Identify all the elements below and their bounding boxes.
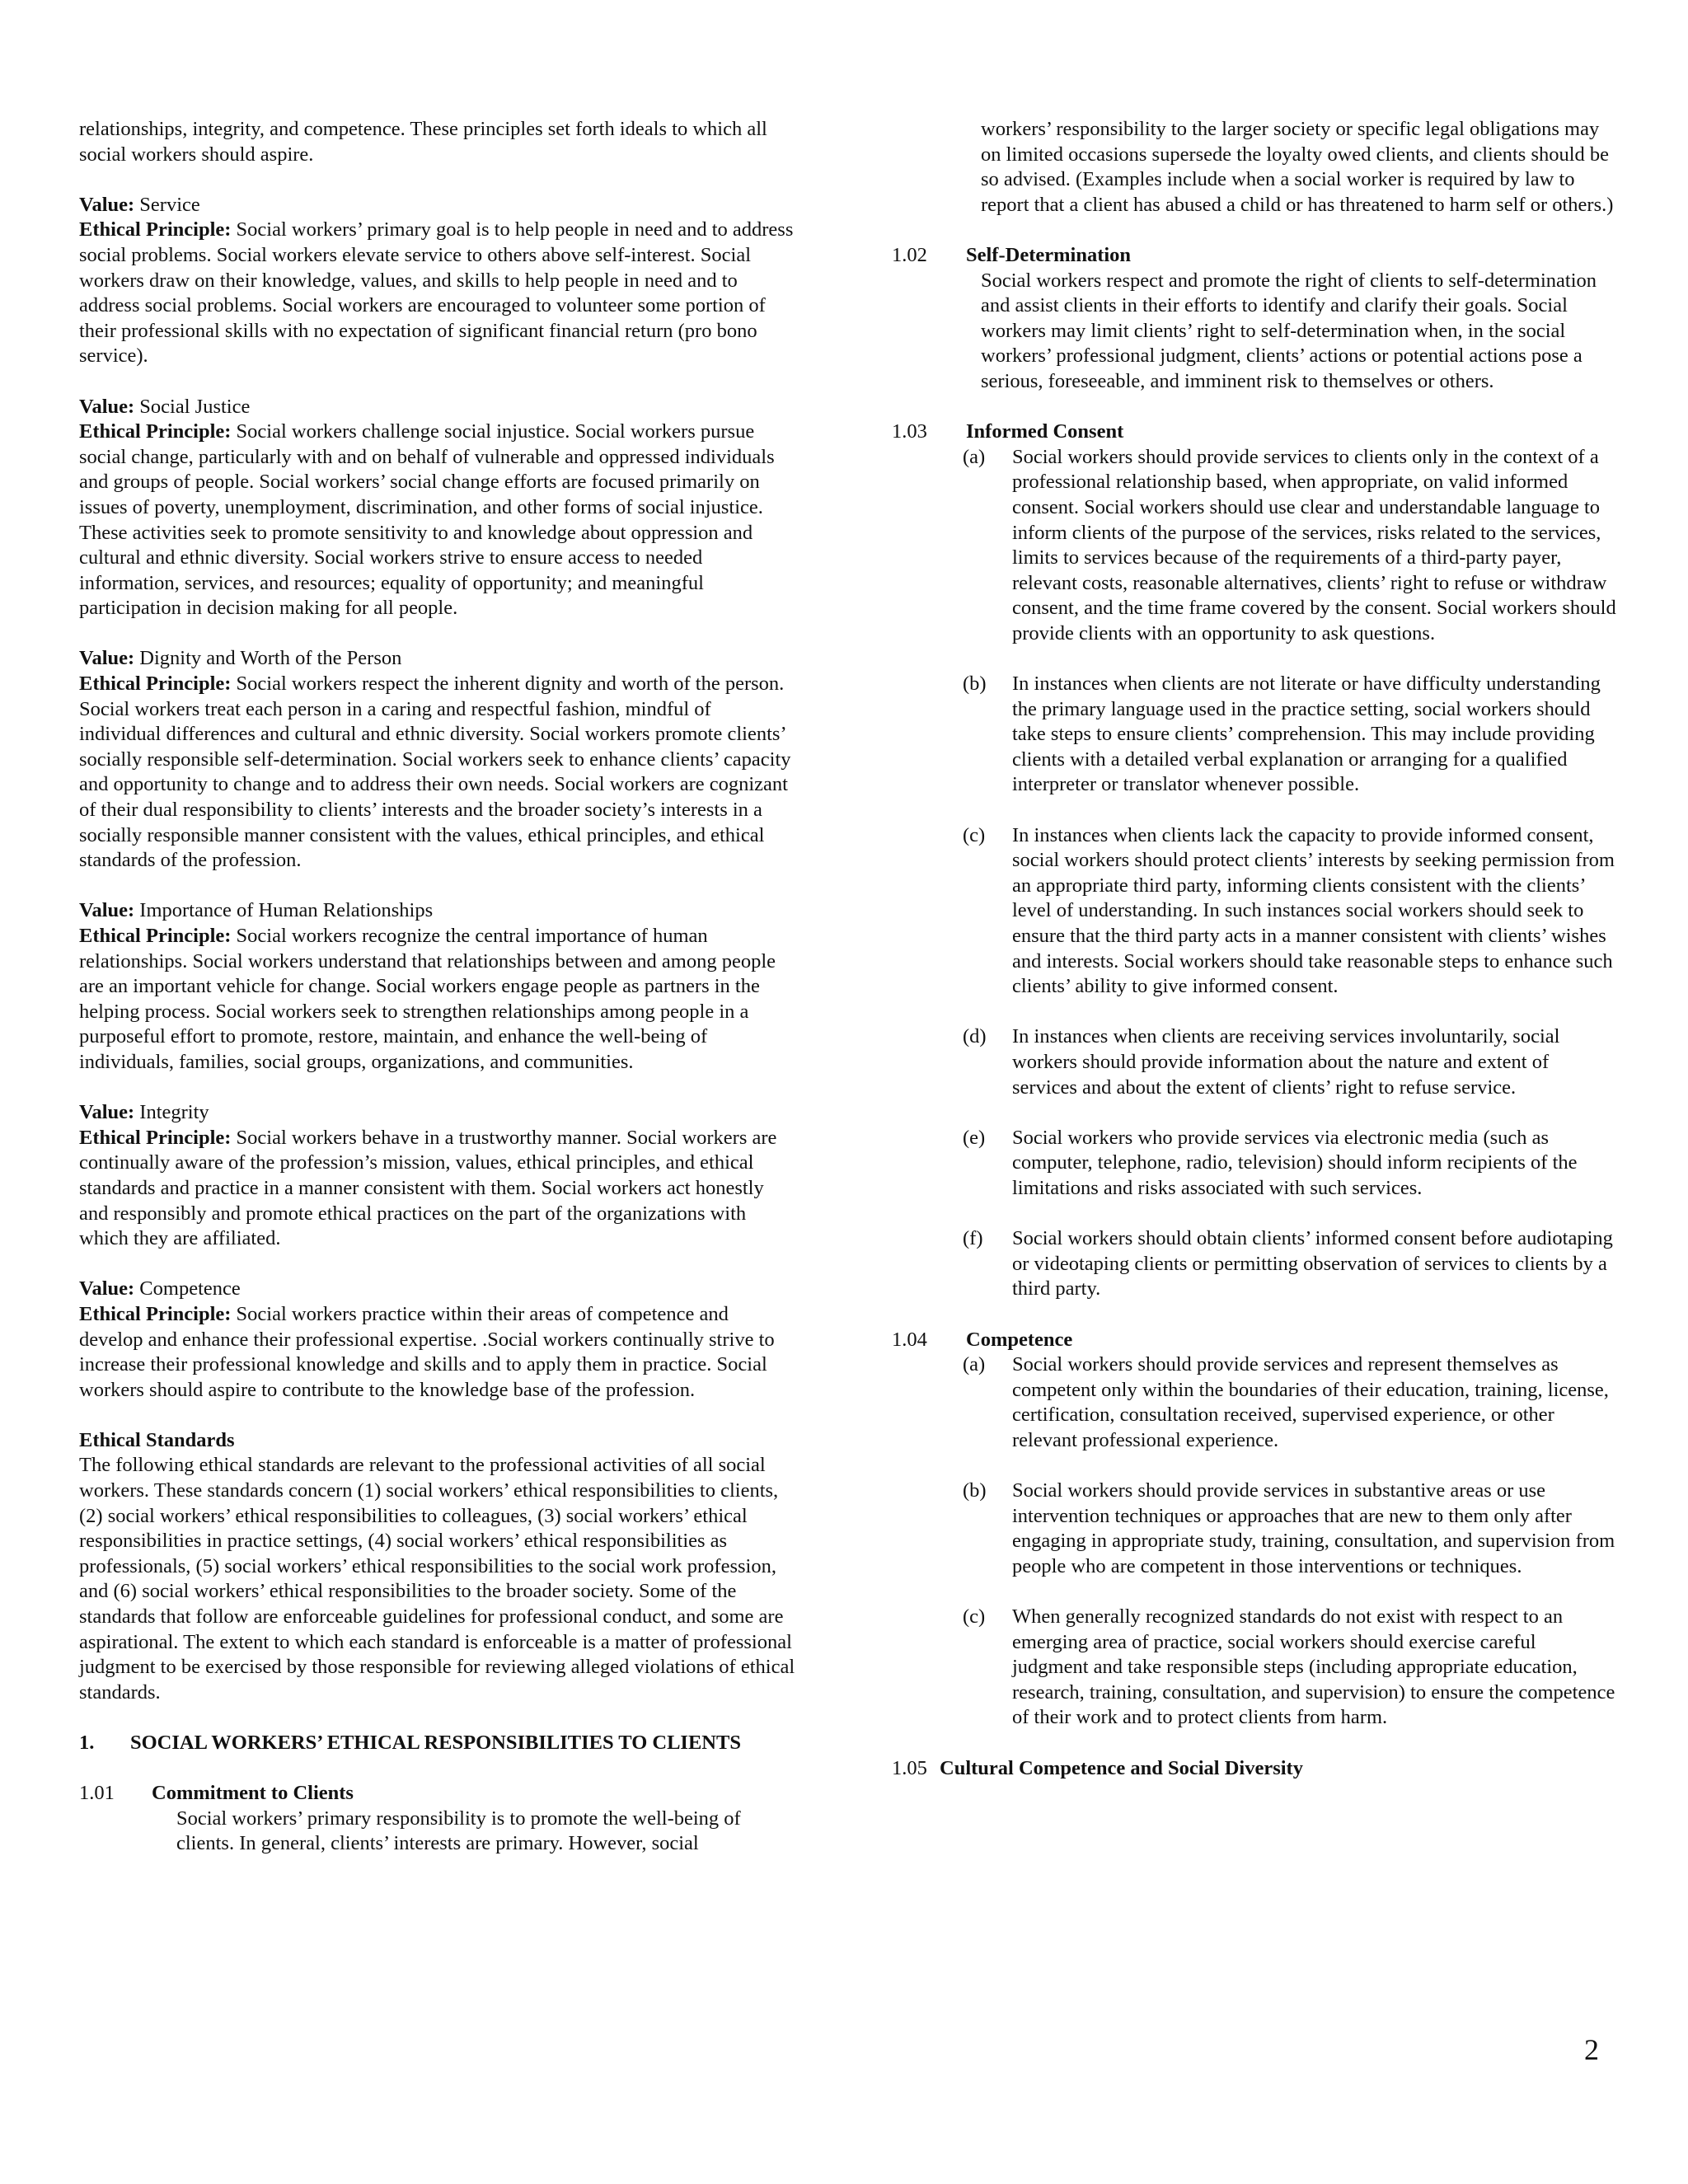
section-number: 1.05 (892, 1756, 927, 1779)
principle-text: Social workers challenge social injustice. Social workers pursue social change, particularly with and on behalf of vulnerable and oppressed individuals and groups of people. Social workers’ social change efforts are focused primarily on issues of poverty, unemployment, discrimination, and other forms of social injustice. These activities seek to promote sensitivity to and knowledge about oppression and cultural and ethnic diversity. Social workers strive to ensure access to needed information, services, and resources; equality of opportunity; and meaningful participation in decision making for all people. (79, 420, 775, 620)
value-dignity-worth: Value: Dignity and Worth of the Person Ethical Principle: Social workers respect the inherent dignity and worth of the person. Social workers treat each person in a caring and respectful fashion, mindful of individual differences and cultural and ethnic diversity. Social workers promote clients’ socially responsible self-determination. Social workers seek to enhance clients’ capacity and opportunity to change and to address their own needs. Social workers are cognizant of their dual responsibility to clients’ interests and the broader society’s interests in a socially responsible manner consistent with the values, ethical principles, and ethical standards of the profession. (79, 647, 791, 872)
value-name: Service (139, 193, 200, 216)
value-integrity: Value: Integrity Ethical Principle: Social workers behave in a trustworthy manner. Social workers are continually aware of the profession’s mission, values, ethical principles, and ethical standards and practice in a manner consistent with them. Social workers act honestly and responsibly and promote ethical practices on the part of the organizations with which they are affiliated. (79, 1101, 777, 1250)
value-social-justice: Value: Social Justice Ethical Principle: Social workers challenge social injustice. Social workers pursue social change, particularly with and on behalf of vulnerable and oppressed individuals and groups of people. Social workers’ social change efforts are focused primarily on issues of poverty, unemployment, discrimination, and other forms of social injustice. These activities seek to promote sensitivity to and knowledge about oppression and cultural and ethnic diversity. Social workers strive to ensure access to needed information, services, and resources; equality of opportunity; and meaningful participation in decision making for all people. (79, 395, 775, 620)
page-number: 2 (1584, 2033, 1599, 2066)
section-title: Cultural Competence and Social Diversity (940, 1756, 1303, 1779)
section-number: 1.04 (892, 1328, 927, 1351)
section-title: Commitment to Clients (152, 1782, 354, 1805)
value-human-relationships: Value: Importance of Human Relationships Ethical Principle: Social workers recognize the central importance of human relationships. Social workers understand that relationships between and among people are an important vehicle for change. Social workers engage people as partners in the helping process. Social workers seek to strengthen relationships among people in a purposeful effort to promote, restore, maintain, and enhance the well-being of individuals, families, social groups, organizations, and communities. (79, 899, 776, 1073)
principle-text: Social workers behave in a trustworthy manner. Social workers are continually aware of the profession’s mission, values, ethical principles, and ethical standards and practice in a manner consistent with them. Social workers act honestly and responsibly and promote ethical practices on the part of the organizations with which they are affiliated. (79, 1126, 777, 1250)
section-1-01 (79, 1781, 796, 1857)
section-number: 1.02 (892, 243, 927, 266)
list-item: (a) Social workers should provide services to clients only in the context of a professional relationship based, when appropriate, on valid informed consent. Social workers should use clear and understandable language to inform clients of the purpose of the services, risks related to the services, limits to services because of the requirements of a third-party payer, relevant costs, reasonable alternatives, clients’ right to refuse or withdraw consent, and the time frame covered by the consent. Social workers should provide clients with an opportunity to ask questions. (963, 445, 1616, 644)
left-column (79, 117, 796, 1857)
list-item: (b) Social workers should provide services in substantive areas or use intervention techniques or approaches that are new to them only after engaging in appropriate study, training, consultation, and supervision from people who are competent in those interventions or techniques. (963, 1479, 1615, 1577)
ethical-standards (79, 1428, 796, 1706)
list-item: (d) In instances when clients are receiving services involuntarily, social workers should provide information about the nature and extent of services and about the extent of clients’ right to refuse service. (963, 1025, 1560, 1099)
principle-text: Social workers’ primary goal is to help people in need and to address social problems. Social workers elevate service to others above self-interest. Social workers draw on their knowledge, values, and skills to help people in need and to address social problems. Social workers are encouraged to volunteer some portion of their professional skills with no expectation of significant financial return (pro bono service). (79, 218, 794, 368)
section-number: 1.03 (892, 420, 927, 443)
section-text: Social workers’ primary responsibility is to promote the well-being of clients. In general, clients’ interests are primary. However, social (176, 1807, 741, 1855)
section-1-05 (892, 1756, 1617, 1782)
value-service: Value: Service Ethical Principle: Social workers’ primary goal is to help people in need and to address social problems. Social workers elevate service to others above self-interest. Social workers draw on their knowledge, values, and skills to help people in need and to address social problems. Social workers are encouraged to volunteer some portion of their professional skills with no expectation of significant financial return (pro bono service). (79, 193, 794, 368)
list-item: (a) Social workers should provide services and represent themselves as competent only within the boundaries of their education, training, license, certification, consultation received, supervised experience, or other relevant professional experience. (963, 1353, 1609, 1451)
value-name: Competence (139, 1277, 241, 1301)
section-1-02 (892, 243, 1617, 395)
value-name: Dignity and Worth of the Person (139, 647, 402, 670)
section-title: Competence (966, 1328, 1073, 1351)
section-heading: Ethical Standards (79, 1428, 235, 1451)
intro-text: relationships, integrity, and competence. These principles set forth ideals to which all social workers should aspire. (79, 118, 767, 166)
section-title: Informed Consent (966, 420, 1124, 443)
list-item: (e) Social workers who provide services via electronic media (such as computer, telephone, radio, television) should inform recipients of the limitations and risks associated with such services. (963, 1126, 1578, 1199)
section-1-heading: 1. SOCIAL WORKERS’ ETHICAL RESPONSIBILITIES TO CLIENTS (79, 1732, 741, 1754)
section-title: Self-Determination (966, 243, 1132, 266)
section-1-03 (892, 419, 1617, 1302)
list-item: (f) Social workers should obtain clients’ informed consent before audiotaping or videotaping clients or permitting observation of services to clients by a third party. (963, 1227, 1613, 1301)
list-item: (b) In instances when clients are not literate or have difficulty understanding the primary language used in the practice setting, social workers should take steps to ensure clients’ comprehension. This may include providing clients with a detailed verbal explanation or arranging for a qualified interpreter or translator whenever possible. (963, 673, 1601, 796)
value-name: Social Justice (139, 395, 251, 418)
principle-text: Social workers respect the inherent dignity and worth of the person. Social workers treat each person in a caring and respectful fashion, mindful of individual differences and cultural and ethnic diversity. Social workers promote clients’ socially responsible self-determination. Social workers seek to enhance clients’ capacity and opportunity to change and to address their own needs. Social workers are cognizant of their dual responsibility to clients’ interests and the broader society’s interests in a socially responsible manner consistent with the values, ethical principles, and ethical standards of the profession. (79, 673, 791, 872)
value-name: Importance of Human Relationships (139, 899, 434, 922)
value-competence: Value: Competence Ethical Principle: Social workers practice within their areas of competence and develop and enhance their professional expertise. .Social workers continually strive to increase their professional knowledge and skills and to apply them in practice. Social workers should aspire to contribute to the knowledge base of the profession. (79, 1277, 775, 1401)
list-item: (c) In instances when clients lack the capacity to provide informed consent, social workers should protect clients’ interests by seeking permission from an appropriate third party, informing clients consistent with the clients’ level of understanding. In such instances social workers should seek to ensure that the third party acts in a manner consistent with clients’ wishes and interests. Social workers should take reasonable steps to enhance such clients’ ability to give informed consent. (963, 823, 1615, 998)
section-1-04 (892, 1328, 1617, 1732)
section-number: 1.01 (79, 1782, 115, 1805)
principle-text: Social workers practice within their areas of competence and develop and enhance their professional expertise. .Social workers continually strive to increase their professional knowledge and skills and to apply them in practice. Social workers should aspire to contribute to the knowledge base of the profession. (79, 1302, 775, 1401)
value-name: Integrity (139, 1101, 209, 1124)
right-column (892, 117, 1617, 1781)
section-text: Social workers respect and promote the right of clients to self-determination and assist clients in their efforts to identify and clarify their goals. Social workers may limit clients’ right to self-determination when, in the social workers’ professional judgment, clients’ actions or potential actions pose a serious, foreseeable, and imminent risk to themselves or others. (981, 269, 1597, 392)
list-item: (c) When generally recognized standards do not exist with respect to an emerging area of practice, social workers should exercise careful judgment and take responsible steps (including appropriate education, research, training, consultation, and supervision) to ensure the competence of their work and to protect clients from harm. (963, 1605, 1615, 1729)
standards-text: The following ethical standards are relevant to the professional activities of all social workers. These standards concern (1) social workers’ ethical responsibilities to clients, (2) social workers’ ethical responsibilities to colleagues, (3) social workers’ ethical responsibilities in practice settings, (4) social workers’ ethical responsibilities as professionals, (5) social workers’ ethical responsibilities to the social work profession, and (6) social workers’ ethical responsibilities to the broader society. Some of the standards that follow are enforceable guidelines for professional conduct, and some are aspirational. The extent to which each standard is enforceable is a matter of professional judgment to be exercised by those responsible for reviewing alleged violations of ethical standards. (79, 1454, 795, 1704)
principle-text: Social workers recognize the central importance of human relationships. Social workers understand that relationships between and among people are an important vehicle for change. Social workers engage people as partners in the helping process. Social workers seek to strengthen relationships among people in a purposeful effort to promote, restore, maintain, and enhance the well-being of individuals, families, social groups, organizations, and communities. (79, 925, 776, 1073)
section-1-01-continued: workers’ responsibility to the larger society or specific legal obligations may on limited occasions supersede the loyalty owed clients, and clients should be so advised. (Examples include when a social worker is required by law to report that a client has abused a child or has threatened to harm self or others.) (981, 118, 1614, 216)
